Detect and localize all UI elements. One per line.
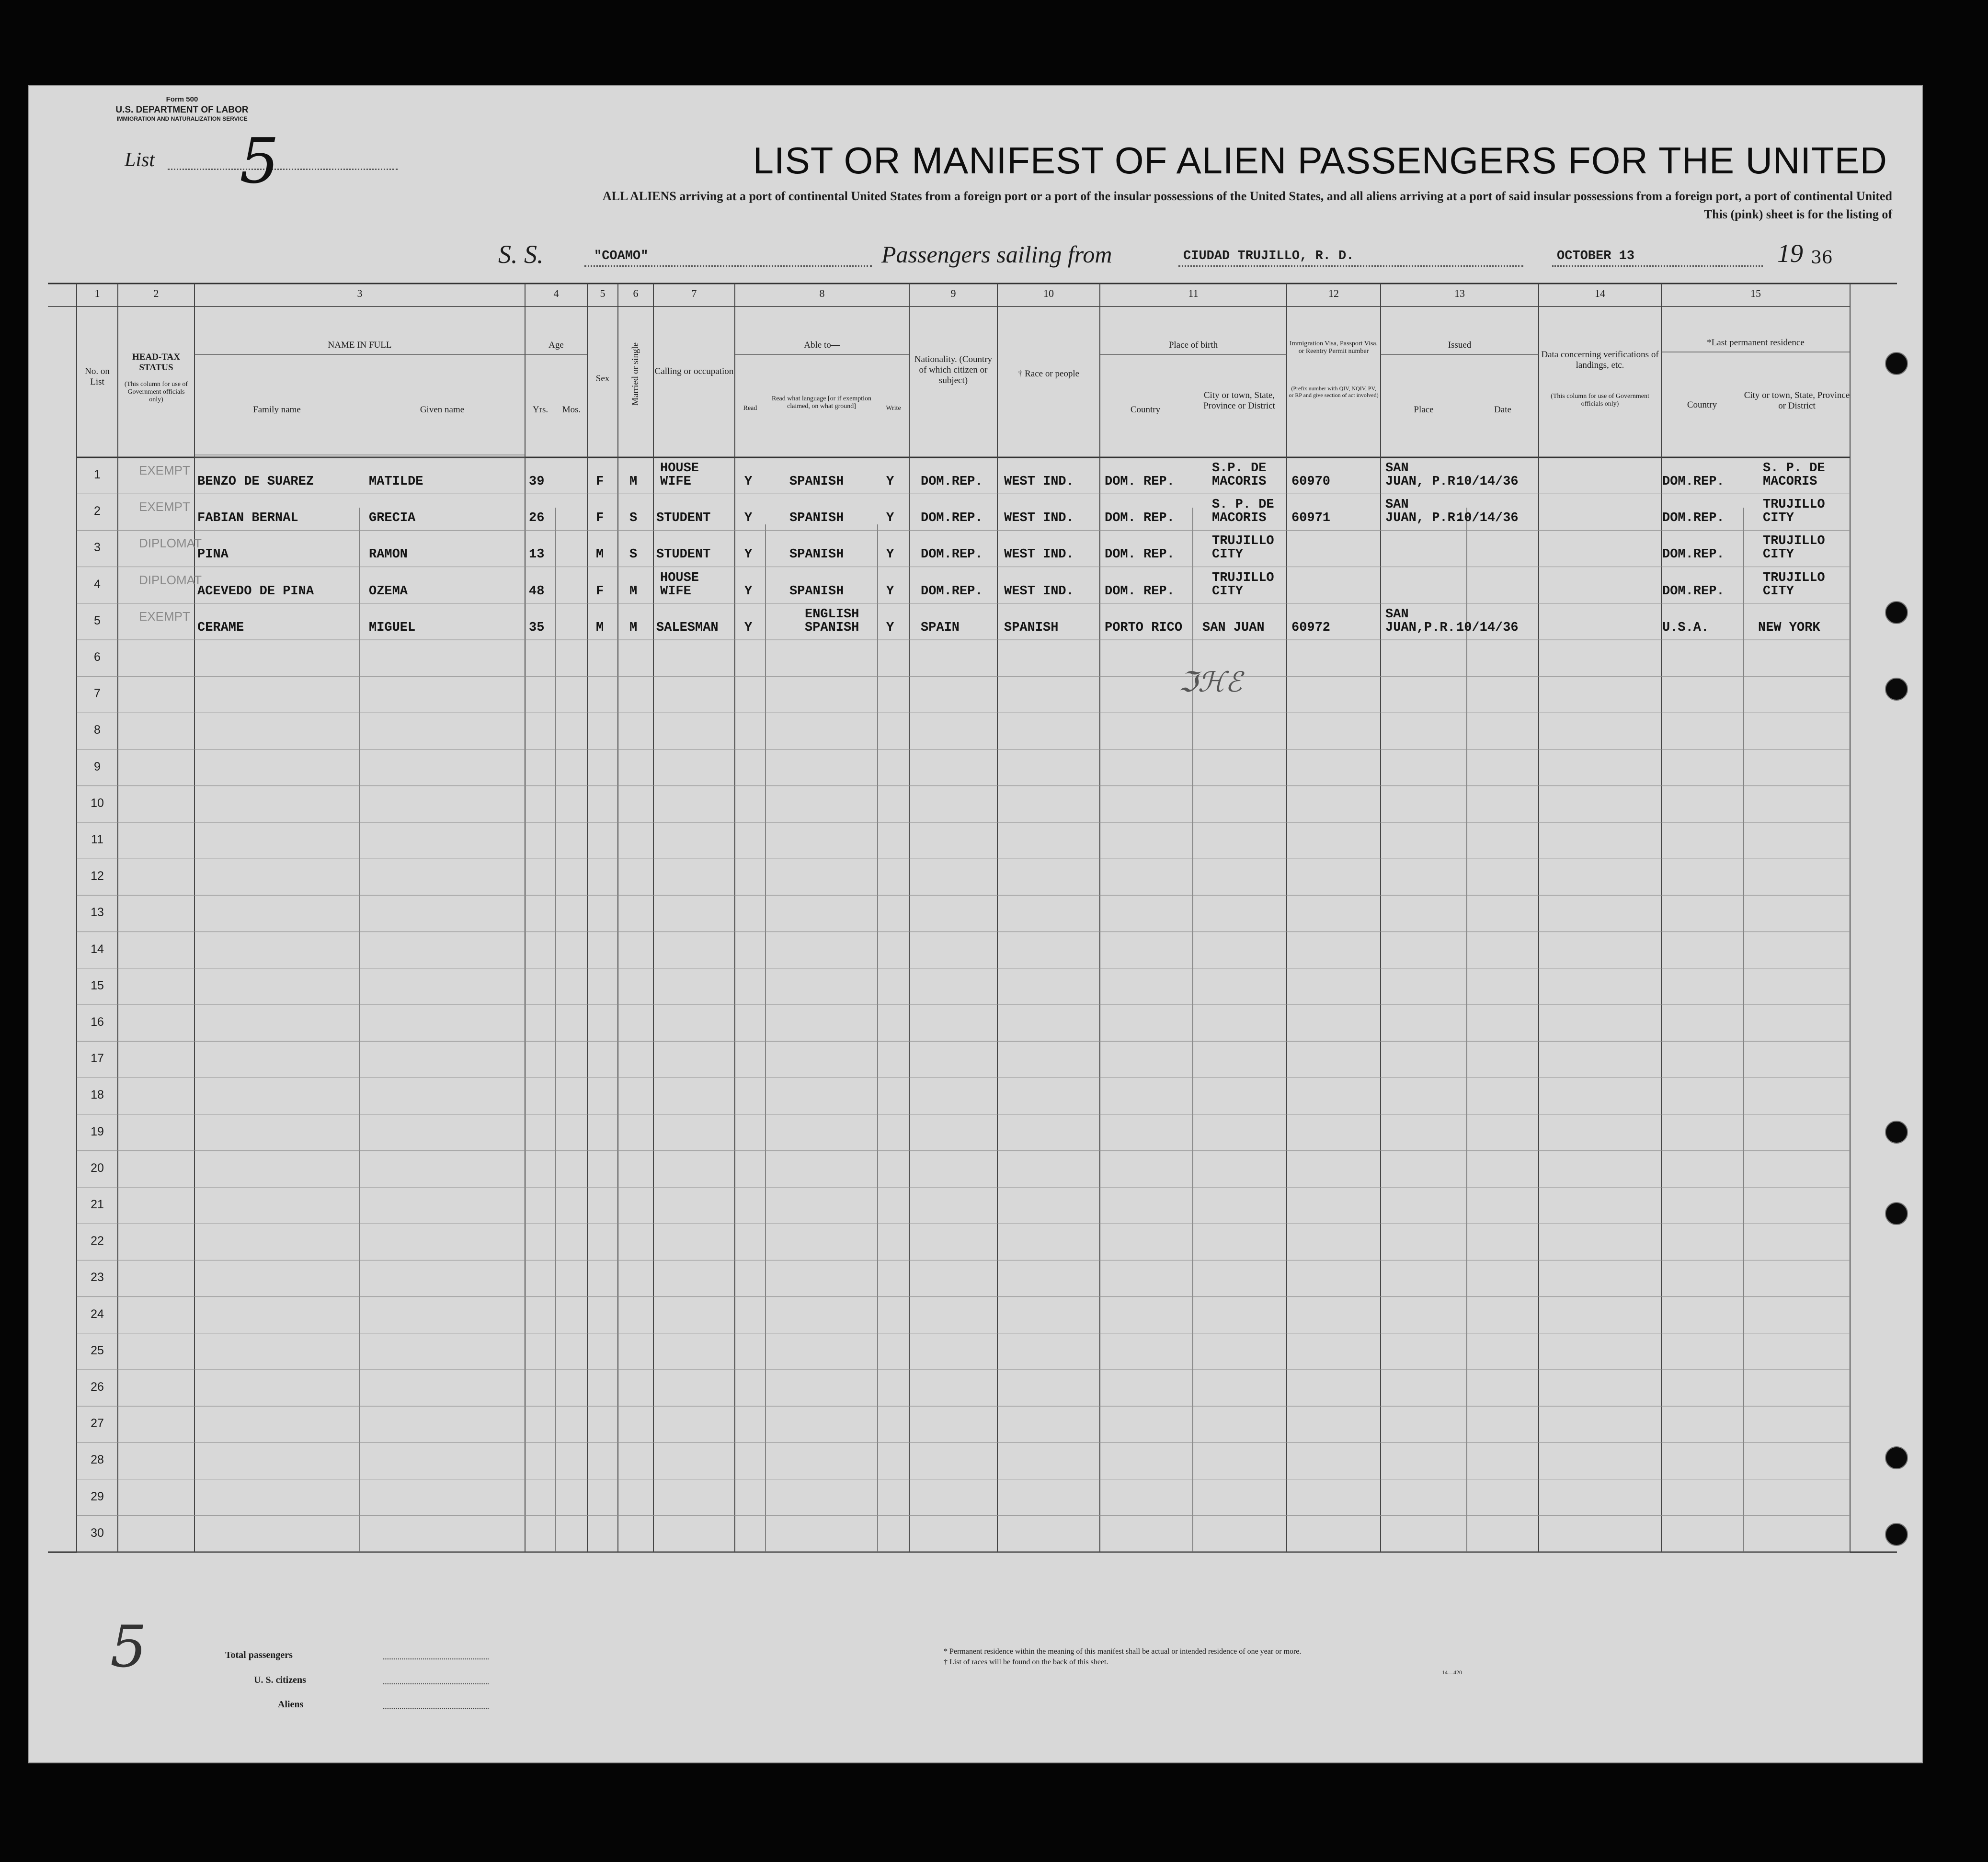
header-last-residence: *Last permanent residence [1707,338,1805,348]
birth-country: PORTO RICO [1105,620,1183,635]
head-tax-status: EXEMPT [139,500,190,514]
birth-country: DOM. REP. [1105,475,1175,489]
sailing-label: Passengers sailing from [881,241,1112,268]
read-language: SPANISH [789,547,844,562]
age-years: 35 [529,620,545,635]
read: Y [744,620,753,635]
row-number: 19 [91,1124,104,1138]
punch-hole [1885,1202,1908,1225]
marital-status: M [629,620,638,635]
header-given-name: Given name [420,405,465,415]
col-number-9: 9 [950,287,956,299]
nationality: DOM.REP. [921,511,983,526]
calling: WIFE [660,475,691,489]
col-number-11: 11 [1188,287,1199,299]
residence-city: CITY [1763,547,1794,562]
subtitle-line-1: ALL ALIENS arriving at a port of continental United States from a foreign port or a port of the insular possessions of the United States, and all aliens arriving at a port of said insular possessions from a foreign port, a port of continental United [602,189,1892,203]
punch-hole [1885,352,1908,375]
read: Y [744,475,753,489]
residence-city: NEW YORK [1758,620,1820,635]
calling: STUDENT [656,511,711,526]
total-passengers-line [383,1658,489,1659]
header-visa: Immigration Visa, Passport Visa, or Reentry Permit number [1289,340,1378,355]
issued-place: SAN [1385,498,1409,512]
row-number: 12 [91,869,104,883]
read: Y [744,511,753,526]
read-language: SPANISH [789,584,844,599]
marital-status: M [629,475,638,489]
residence-country: DOM.REP. [1662,475,1725,489]
birth-country: DOM. REP. [1105,584,1175,599]
birth-city: CITY [1212,547,1243,562]
form-number: Form 500 [166,95,198,103]
row-number: 26 [91,1380,104,1394]
nationality: DOM.REP. [921,584,983,599]
family-name: CERAME [197,620,244,635]
header-name-in-full: NAME IN FULL [328,340,392,350]
race: WEST IND. [1004,511,1074,526]
header-nationality: Nationality. (Country of which citizen or subject) [914,354,993,386]
row-number: 21 [91,1198,104,1211]
aliens-line [383,1708,489,1709]
header-write: Write [886,405,901,412]
issued-place: SAN [1385,607,1409,622]
age-years: 26 [529,511,545,526]
race: SPANISH [1004,620,1059,635]
sailing-date: OCTOBER 13 [1557,249,1635,263]
list-label: List [125,149,155,171]
row-number: 6 [94,650,101,664]
row-number: 11 [91,833,103,846]
residence-country: DOM.REP. [1662,547,1725,562]
birth-city: S.P. DE [1212,461,1267,476]
manifest-grid [29,86,1922,1762]
punch-hole [1885,1446,1908,1469]
page-title: LIST OR MANIFEST OF ALIEN PASSENGERS FOR THE UNITED [753,139,1887,182]
birth-city: MACORIS [1212,511,1267,526]
punch-hole [1885,678,1908,701]
residence-city: S. P. DE [1763,461,1825,476]
header-calling: Calling or occupation [654,366,734,376]
header-read: Read [743,405,757,412]
row-number: 9 [94,760,101,773]
sex: M [596,620,604,635]
read-language: SPANISH [789,475,844,489]
given-name: MIGUEL [369,620,416,635]
ship-name: "COAMO" [594,249,649,263]
col-number-14: 14 [1595,287,1605,299]
header-birth-city: City or town, State, Province or District [1203,390,1275,411]
birth-city: TRUJILLO [1212,534,1274,549]
year-prefix: 19 [1777,239,1803,268]
row-number: 3 [94,541,101,555]
row-number: 27 [91,1417,104,1431]
read: Y [744,547,753,562]
col-number-13: 13 [1454,287,1465,299]
age-years: 39 [529,475,545,489]
header-read-language: Read what language [or if exemption claimed, on what ground] [772,395,871,410]
header-mos: Mos. [562,405,581,415]
sex: F [596,584,604,599]
header-place-of-birth: Place of birth [1168,340,1218,350]
read-language: SPANISH [789,511,844,526]
issued-place: SAN [1385,461,1409,476]
total-passengers-label: Total passengers [225,1650,293,1660]
write: Y [886,511,894,526]
col-number-12: 12 [1328,287,1339,299]
nationality: DOM.REP. [921,475,983,489]
handwritten-five: 5 [110,1614,147,1680]
issued-date: 10/14/36 [1456,620,1519,635]
family-name: BENZO DE SUAREZ [197,475,314,489]
sex: M [596,547,604,562]
calling: WIFE [660,584,691,599]
row-number: 17 [91,1052,104,1066]
write: Y [886,620,894,635]
header-issued: Issued [1448,340,1472,350]
row-number: 8 [94,723,101,737]
issued-place: JUAN, P.R. [1385,475,1463,489]
row-number: 29 [91,1489,104,1503]
department-label: U.S. DEPARTMENT OF LABOR [115,105,249,115]
header-able-to: Able to— [804,340,840,350]
marital-status: M [629,584,638,599]
col-number-15: 15 [1750,287,1761,299]
residence-country: DOM.REP. [1662,511,1725,526]
row-number: 7 [94,687,101,701]
header-head-tax-note: (This column for use of Government officials only) [124,381,188,404]
row-number: 20 [91,1161,104,1175]
issued-date: 10/14/36 [1456,475,1519,489]
header-birth-country: Country [1130,405,1161,415]
sex: F [596,511,604,526]
residence-city: TRUJILLO [1763,570,1825,585]
service-label: IMMIGRATION AND NATURALIZATION SERVICE [116,115,248,122]
punch-hole [1885,1523,1908,1546]
header-yrs: Yrs. [532,405,548,415]
footnote-races: † List of races will be found on the back of this sheet. [944,1658,1108,1666]
age-years: 13 [529,547,545,562]
issued-date: 10/14/36 [1456,511,1519,526]
residence-city: CITY [1763,511,1794,526]
handwritten-signature: ℑℋℰ [1178,666,1242,698]
departure-port: CIUDAD TRUJILLO, R. D. [1183,249,1354,263]
list-number: 5 [240,125,279,197]
row-number: 22 [91,1234,104,1248]
header-age: Age [548,340,564,350]
row-number: 15 [91,978,104,992]
header-married-or-single: Married or single [630,342,641,406]
marital-status: S [629,547,638,562]
head-tax-status: EXEMPT [139,609,190,624]
race: WEST IND. [1004,584,1074,599]
residence-city: TRUJILLO [1763,534,1825,549]
visa-number: 60972 [1291,620,1331,635]
residence-city: TRUJILLO [1763,498,1825,512]
col-number-5: 5 [600,287,606,299]
header-race: † Race or people [1017,369,1080,379]
col-number-6: 6 [633,287,639,299]
header-no-on-list: No. on List [85,366,110,387]
birth-country: DOM. REP. [1105,547,1175,562]
col-number-4: 4 [553,287,559,299]
year-suffix: 36 [1811,248,1833,268]
row-number: 1 [94,468,101,481]
birth-city: SAN JUAN [1202,620,1265,635]
row-number: 2 [94,504,101,518]
marital-status: S [629,511,638,526]
calling: STUDENT [656,547,711,562]
subtitle-line-2: This (pink) sheet is for the listing of [1703,207,1892,221]
birth-city: CITY [1212,584,1243,599]
calling: SALESMAN [656,620,719,635]
issued-place: JUAN, P.R. [1385,511,1463,526]
row-number: 5 [94,613,101,627]
race: WEST IND. [1004,475,1074,489]
row-number: 13 [91,906,104,920]
given-name: MATILDE [369,475,423,489]
row-number: 28 [91,1453,104,1467]
residence-country: U.S.A. [1662,620,1709,635]
family-name: FABIAN BERNAL [197,511,298,526]
head-tax-status: DIPLOMAT [139,572,202,587]
col-number-10: 10 [1043,287,1054,299]
header-data-note: (This column for use of Government officials only) [1551,393,1649,408]
write: Y [886,584,894,599]
header-issued-date: Date [1494,405,1511,415]
row-number: 30 [91,1526,104,1540]
row-number: 10 [91,796,104,810]
race: WEST IND. [1004,547,1074,562]
col-number-7: 7 [691,287,697,299]
read-language: SPANISH [805,620,859,635]
write: Y [886,475,894,489]
issued-place: JUAN,P.R. [1385,620,1455,635]
age-years: 48 [529,584,545,599]
family-name: PINA [197,547,229,562]
row-number: 4 [94,577,101,591]
read: Y [744,584,753,599]
header-data-landings: Data concerning verifications of landings, etc. [1541,350,1659,370]
col-number-2: 2 [153,287,159,299]
head-tax-status: DIPLOMAT [139,536,202,551]
us-citizens-label: U. S. citizens [254,1675,306,1685]
col-number-8: 8 [819,287,825,299]
birth-city: TRUJILLO [1212,570,1274,585]
residence-country: DOM.REP. [1662,584,1725,599]
visa-number: 60971 [1291,511,1331,526]
visa-number: 60970 [1291,475,1331,489]
row-number: 23 [91,1271,104,1284]
nationality: DOM.REP. [921,547,983,562]
birth-city: MACORIS [1212,475,1267,489]
us-citizens-line [383,1683,489,1684]
punch-hole [1885,1121,1908,1144]
sex: F [596,475,604,489]
head-tax-status: EXEMPT [139,463,190,477]
header-sex: Sex [595,374,610,384]
birth-city: S. P. DE [1212,498,1274,512]
row-number: 18 [91,1088,104,1102]
header-family-name: Family name [253,405,301,415]
header-head-tax: HEAD-TAX STATUS [132,352,180,373]
row-number: 24 [91,1307,104,1321]
write: Y [886,547,894,562]
given-name: OZEMA [369,584,408,599]
calling: HOUSE [660,461,699,476]
residence-city: MACORIS [1763,475,1817,489]
col-number-1: 1 [94,287,100,299]
manifest-sheet [28,85,1923,1763]
residence-city: CITY [1763,584,1794,599]
row-number: 16 [91,1015,104,1029]
header-visa-note: (Prefix number with QIV, NQIV, PV, or RP and give section of act involved) [1289,385,1379,398]
read-language: ENGLISH [805,607,859,622]
ss-label: S. S. [498,240,544,269]
given-name: RAMON [369,547,408,562]
punch-hole [1885,601,1908,624]
footnote-residence: * Permanent residence within the meaning of this manifest shall be actual or intended residence of one year or more. [944,1647,1302,1656]
header-issued-place: Place [1414,405,1434,415]
calling: HOUSE [660,570,699,585]
row-number: 14 [91,942,104,956]
family-name: ACEVEDO DE PINA [197,584,314,599]
col-number-3: 3 [357,287,363,299]
nationality: SPAIN [921,620,960,635]
form-code: 14—420 [1442,1669,1462,1676]
row-number: 25 [91,1343,104,1357]
header-residence-city: City or town, State, Province or District [1744,390,1850,411]
header-residence-country: Country [1687,400,1717,410]
given-name: GRECIA [369,511,416,526]
aliens-label: Aliens [278,1699,304,1710]
birth-country: DOM. REP. [1105,511,1175,526]
